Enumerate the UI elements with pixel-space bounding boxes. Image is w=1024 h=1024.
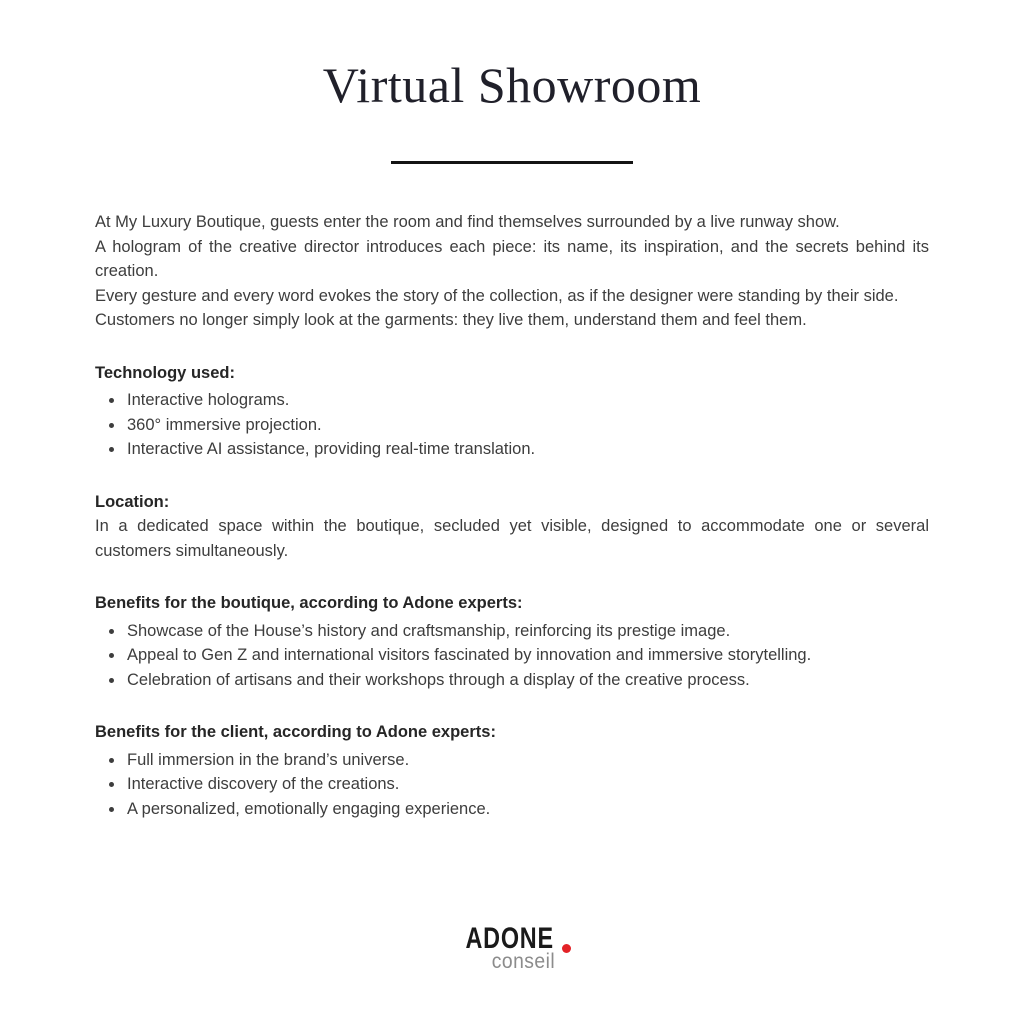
document-body bbox=[95, 210, 929, 821]
section-location bbox=[95, 490, 929, 564]
section-heading: Benefits for the boutique, according to Adone experts: bbox=[95, 594, 523, 612]
bullet-item: • Interactive AI assistance, providing real-time translation. bbox=[125, 437, 929, 462]
bullet-item: • Showcase of the House’s history and craftsmanship, reinforcing its prestige image. bbox=[125, 619, 929, 644]
adone-conseil-logo bbox=[0, 924, 1024, 972]
section-heading: Technology used: bbox=[95, 363, 235, 382]
intro-paragraph: Every gesture and every word evokes the story of the collection, as if the designer were standing by their side. bbox=[95, 286, 899, 305]
bullet-item: • Celebration of artisans and their workshops through a display of the creative process. bbox=[125, 668, 929, 693]
bullet-item: • 360° immersive projection. bbox=[125, 413, 929, 438]
bullet-item: • Interactive discovery of the creations. bbox=[125, 772, 929, 797]
intro-paragraph: A hologram of the creative director introduces each piece: its name, its inspiration, and the secrets behind its creation. bbox=[95, 237, 929, 280]
intro-paragraph: At My Luxury Boutique, guests enter the room and find themselves surrounded by a live runway show. bbox=[95, 213, 840, 231]
section-benefits-boutique bbox=[95, 591, 929, 692]
title-divider bbox=[391, 161, 633, 164]
logo-tagline-text: conseil bbox=[491, 950, 555, 973]
bullet-item: • Interactive holograms. bbox=[125, 388, 929, 413]
page-title: Virtual Showroom bbox=[322, 57, 702, 113]
section-technology bbox=[95, 361, 929, 462]
bullet-list bbox=[95, 619, 929, 693]
section-heading: Location: bbox=[95, 492, 170, 511]
logo-red-dot-icon bbox=[562, 944, 571, 953]
bullet-item: • Appeal to Gen Z and international visitors fascinated by innovation and immersive storytelling. bbox=[125, 643, 929, 668]
bullet-item: • Full immersion in the brand’s universe. bbox=[125, 748, 929, 773]
section-heading: Benefits for the client, according to Adone experts: bbox=[95, 723, 496, 741]
section-benefits-client bbox=[95, 720, 929, 821]
logo-brand-text: ADONE bbox=[465, 922, 554, 955]
bullet-list bbox=[95, 748, 929, 822]
bullet-list bbox=[95, 388, 929, 462]
section-body: In a dedicated space within the boutique, secluded yet visible, designed to accommodate one or several customers simultaneously. bbox=[95, 517, 929, 560]
intro-paragraph: Customers no longer simply look at the garments: they live them, understand them and feel them. bbox=[95, 311, 807, 329]
bullet-item: • A personalized, emotionally engaging experience. bbox=[125, 797, 929, 822]
